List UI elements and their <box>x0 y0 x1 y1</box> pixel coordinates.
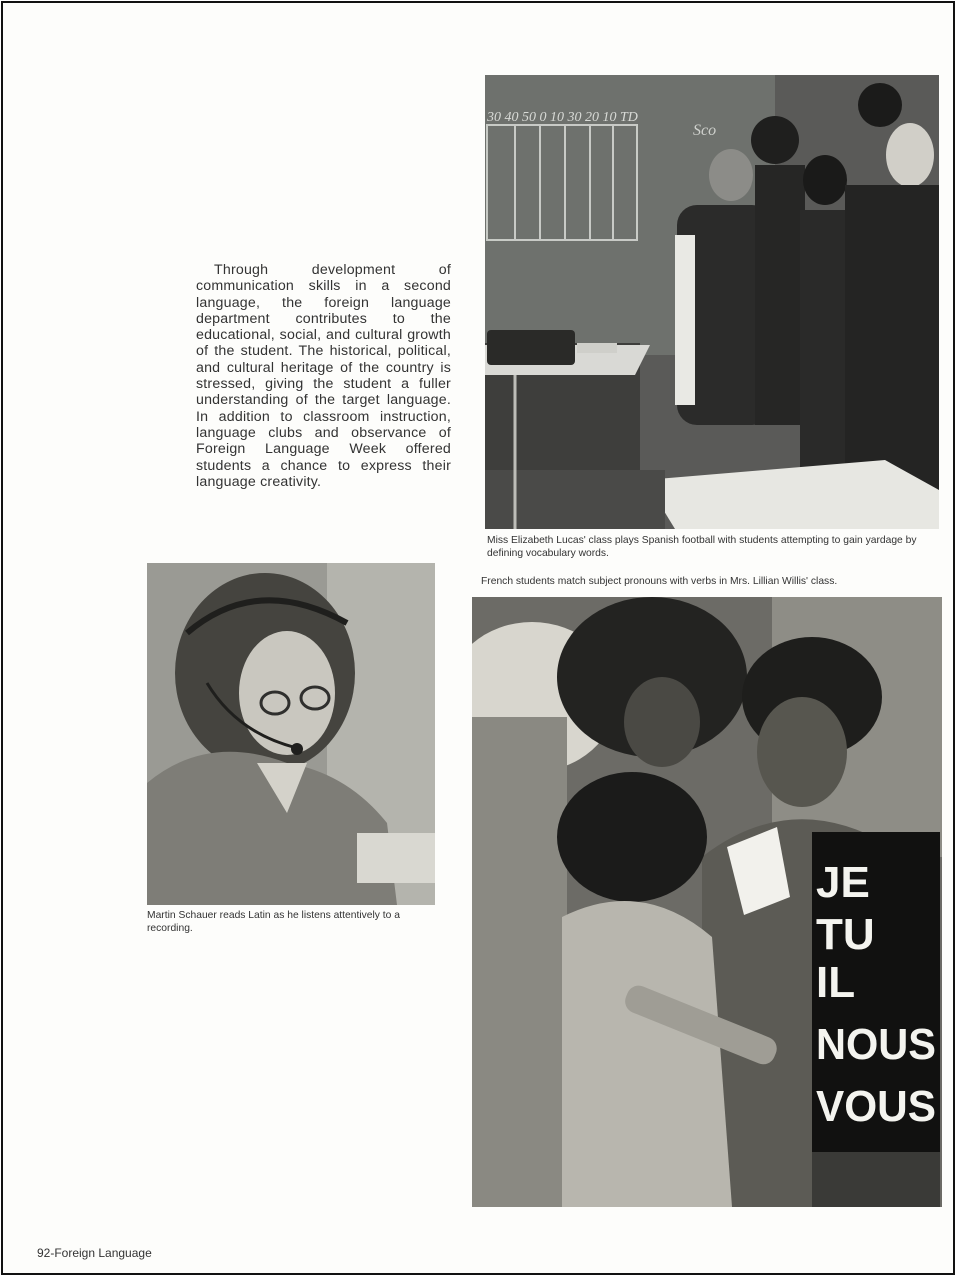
french-class-caption: French students match subject pronouns with verbs in Mrs. Lillian Willis' class. <box>481 576 838 587</box>
spanish-class-caption: Miss Elizabeth Lucas' class plays Spanish football with students attempting to gain yardage by defining vocabulary words. <box>487 535 917 559</box>
poster-word-tu: TU <box>816 910 875 959</box>
yearbook-page <box>1 1 955 1275</box>
latin-student-photo <box>147 563 435 905</box>
poster-word-il: IL <box>816 958 856 1007</box>
poster-word-vous: VOUS <box>816 1082 936 1131</box>
french-class-photo <box>472 597 942 1207</box>
page-folio: 92-Foreign Language <box>37 1246 152 1260</box>
poster-word-nous: NOUS <box>816 1020 936 1069</box>
latin-student-caption: Martin Schauer reads Latin as he listens attentively to a recording. <box>147 910 400 934</box>
chalkboard-side-writing: Sco <box>693 122 717 139</box>
poster-word-je: JE <box>816 858 870 907</box>
chalkboard-writing: 30 40 50 0 10 30 20 10 TD <box>487 110 638 125</box>
spanish-class-photo <box>485 75 939 529</box>
intro-paragraph: Through development of communication skills in a second language, the foreign language department contributes to the educational, social, and cultural growth of the student. The historical, political, and cultural heritage of the country is stressed, giving the student a fuller understanding of the target language. In addition to classroom instruction, language clubs and observance of Foreign Language Week offered students a chance to express their language creativity. <box>196 262 451 490</box>
